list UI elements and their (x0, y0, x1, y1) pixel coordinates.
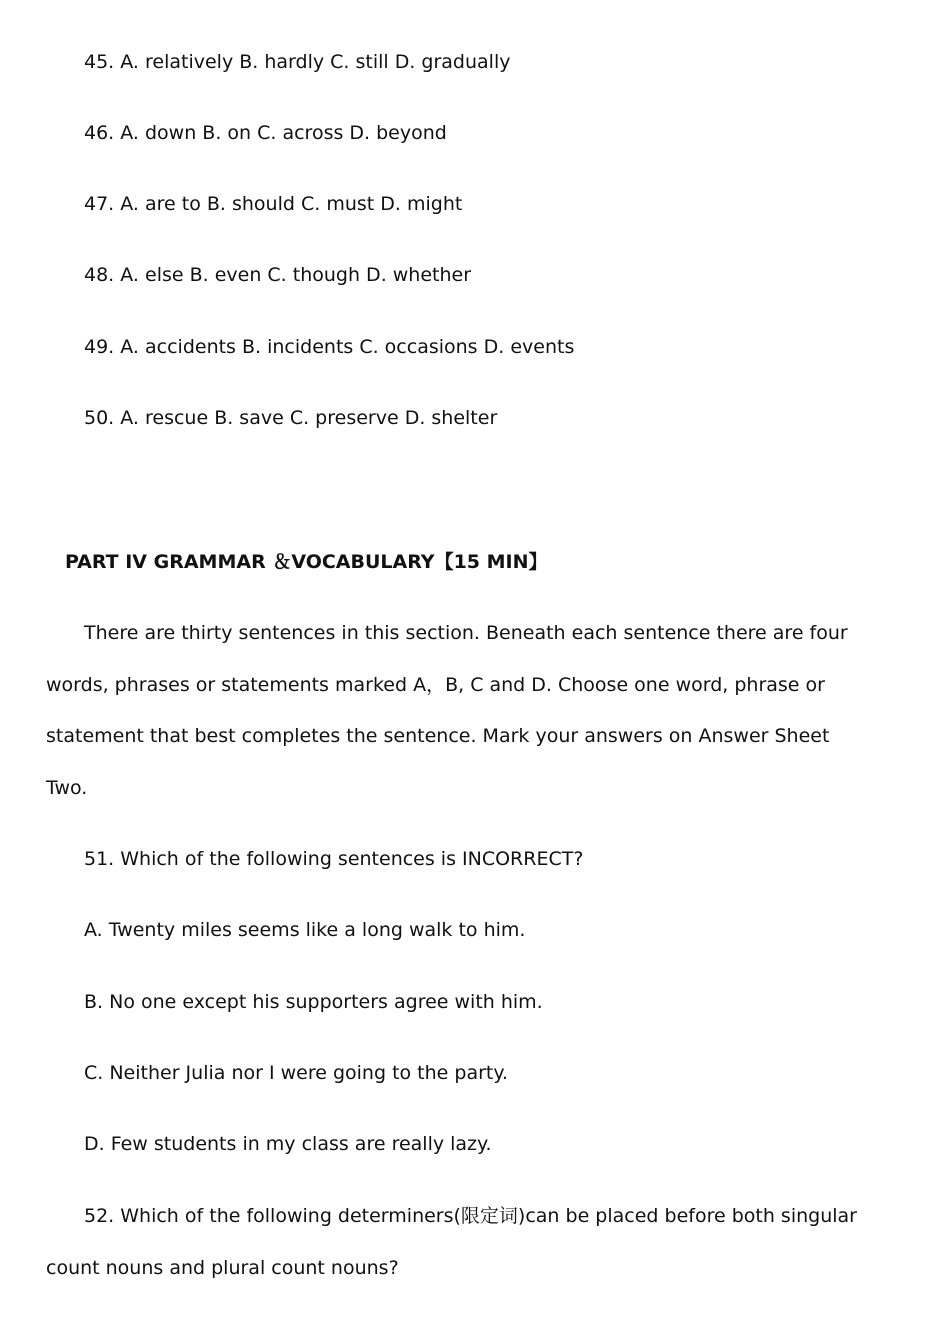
question-51-choice-a: A. Twenty miles seems like a long walk to him. (84, 919, 526, 941)
question-46-options: 46. A. down B. on C. across D. beyond (84, 122, 447, 144)
instructions-line-1: There are thirty sentences in this section. Beneath each sentence there are four (84, 622, 848, 644)
question-47-options: 47. A. are to B. should C. must D. might (84, 193, 463, 215)
section-heading: PART IV GRAMMAR ＆VOCABULARY【15 MIN】 (65, 551, 548, 573)
question-52-stem-line-1: 52. Which of the following determiners(限定词)can be placed before both singular (84, 1205, 857, 1227)
question-51-choice-b: B. No one except his supporters agree with him. (84, 991, 543, 1013)
question-52-stem-line-2: count nouns and plural count nouns? (46, 1257, 399, 1279)
question-51-stem: 51. Which of the following sentences is INCORRECT? (84, 848, 584, 870)
instructions-line-4: Two. (46, 777, 88, 799)
instructions-line-2: words, phrases or statements marked A，B, C and D. Choose one word, phrase or (46, 674, 825, 696)
instructions-line-3: statement that best completes the sentence. Mark your answers on Answer Sheet (46, 725, 830, 747)
question-45-options: 45. A. relatively B. hardly C. still D. gradually (84, 51, 511, 73)
question-51-choice-c: C. Neither Julia nor I were going to the party. (84, 1062, 508, 1084)
question-50-options: 50. A. rescue B. save C. preserve D. shelter (84, 407, 498, 429)
question-48-options: 48. A. else B. even C. though D. whether (84, 264, 472, 286)
question-51-choice-d: D. Few students in my class are really lazy. (84, 1133, 492, 1155)
question-49-options: 49. A. accidents B. incidents C. occasions D. events (84, 336, 575, 358)
